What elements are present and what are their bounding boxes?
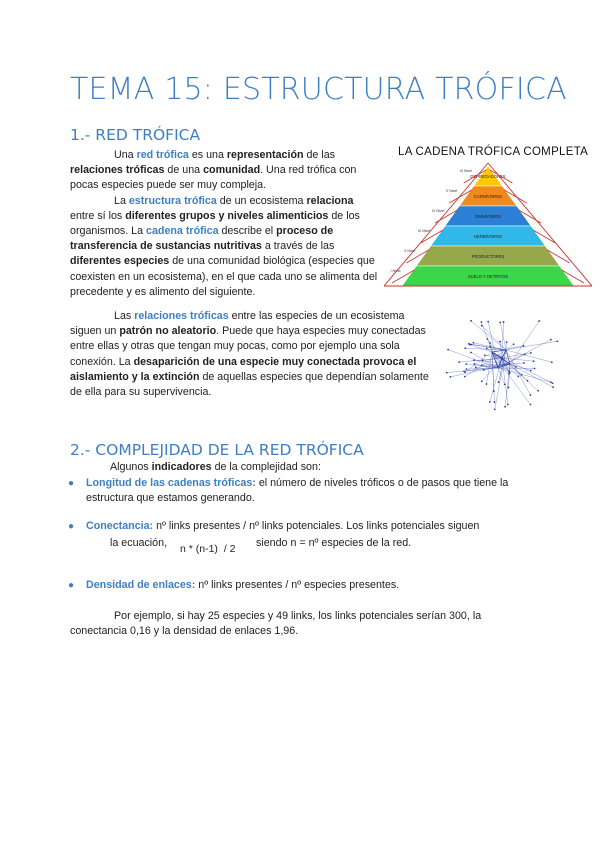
section-1-text <box>70 148 378 300</box>
text-run: de la complejidad son: <box>211 461 321 473</box>
network-edge <box>492 352 553 383</box>
network-node <box>494 408 496 410</box>
network-node <box>530 404 532 406</box>
network-node <box>464 347 466 349</box>
pyramid-level-label: CARNÍVOROS <box>473 194 503 199</box>
network-edge <box>448 350 498 368</box>
network-node <box>470 320 472 322</box>
pyramid-level-tag: V Nivel <box>445 189 458 193</box>
text-run: Una <box>114 149 137 161</box>
list-item-conectancia <box>68 519 526 534</box>
text-run: desaparición de una especie muy conectada provoca el aislamiento y la extinción <box>70 355 417 383</box>
network-node <box>556 340 558 342</box>
text-run: de las <box>303 149 335 161</box>
text-run: de los organismos. La <box>70 209 360 238</box>
text-run: Algunos <box>110 461 152 473</box>
food-web-network-figure <box>440 312 562 410</box>
text-run: Conectancia: <box>86 520 154 532</box>
network-node <box>470 352 472 354</box>
pyramid-level-label: SUELO Y DETRITOS <box>467 274 509 279</box>
network-node <box>507 404 509 406</box>
network-node <box>486 347 488 349</box>
network-node <box>552 382 554 384</box>
network-edge <box>506 342 507 350</box>
list-item-text <box>86 579 399 591</box>
network-node <box>537 390 539 392</box>
pyramid-level-label: PRODUCTORES <box>471 254 505 259</box>
pyramid-level-label: HERBÍVOROS <box>474 234 502 239</box>
text-run: de un ecosistema <box>216 194 307 207</box>
network-edge <box>502 322 504 358</box>
network-node <box>527 380 529 382</box>
text-run: . Puede que haya especies muy conectadas entre ellas y otras que tengan muy pocas, como por ejemplo una sola conexión. La <box>70 325 426 368</box>
text-run: comunidad <box>203 164 261 177</box>
list-item-densidad <box>68 578 526 593</box>
text-run: relaciona <box>306 194 354 207</box>
network-node <box>508 387 510 389</box>
network-node <box>489 401 491 403</box>
example-text: Por ejemplo, si hay 25 especies y 49 links, los links potenciales serían 300, la conectancia 0,16 y la densidad de enlaces 1,96. <box>70 610 482 638</box>
network-node <box>483 369 485 371</box>
network-node <box>508 371 510 373</box>
text-run: a través de las <box>261 240 335 253</box>
network-node <box>465 363 467 365</box>
network-edge <box>498 368 551 382</box>
section-2-heading: 2.- COMPLEJIDAD DE LA RED TRÓFICA <box>70 441 364 459</box>
text-run: red trófica <box>136 149 189 161</box>
text-run: nº links presentes / nº especies presentes. <box>195 579 400 591</box>
text-run: describe el <box>218 225 277 238</box>
network-edge <box>447 368 498 373</box>
text-run: de una <box>164 164 204 177</box>
network-node <box>552 386 554 388</box>
text-run: patrón no aleatorio <box>119 325 217 338</box>
pyramid-level-tag: VI Nivel <box>459 169 473 173</box>
network-node <box>499 321 501 323</box>
trophic-pyramid-figure <box>384 160 592 294</box>
bullet-icon: ● <box>68 580 75 591</box>
network-node <box>506 341 508 343</box>
network-node <box>493 390 495 392</box>
network-node <box>530 394 532 396</box>
network-node <box>466 368 468 370</box>
text-run: diferentes grupos y niveles alimenticios <box>125 209 329 222</box>
network-node <box>538 320 540 322</box>
network-node <box>464 376 466 378</box>
section-1-heading: 1.- RED TRÓFICA <box>70 126 201 144</box>
network-node <box>449 376 451 378</box>
bullet-icon: ● <box>68 521 75 532</box>
example-paragraph <box>70 609 510 639</box>
text-run: diferentes especies <box>70 255 170 268</box>
text-run: Densidad de enlaces: <box>86 579 196 591</box>
text-run: relaciones tróficas <box>70 164 165 177</box>
equation-tail: siendo n = nº especies de la red. <box>256 537 412 549</box>
text-run: nº links presentes / nº links potenciales. Los links potenciales siguen <box>153 520 480 532</box>
network-node <box>515 366 517 368</box>
text-run: entre sí los <box>70 209 126 222</box>
text-run: cadena trófica <box>146 225 219 238</box>
pyramid-level-label: DEPREDADORES <box>470 174 506 179</box>
network-node <box>523 362 525 364</box>
network-node <box>480 321 482 323</box>
text-run: relaciones tróficas <box>134 310 229 322</box>
network-node <box>464 371 466 373</box>
list-item-longitud <box>68 476 526 506</box>
network-edge <box>510 363 524 364</box>
network-node <box>551 361 553 363</box>
page-title: TEMA 15: ESTRUCTURA TRÓFICA <box>70 72 567 107</box>
network-node <box>499 341 501 343</box>
paragraph-estructura-trofica <box>70 194 378 300</box>
network-node <box>533 360 535 362</box>
network-node <box>534 368 536 370</box>
equation-formula: n * (n-1) / 2 <box>180 543 236 555</box>
network-node <box>550 339 552 341</box>
text-run: proceso de transferencia de sustancias nutritivas <box>70 225 334 253</box>
pyramid-level-tag: III Nivel <box>418 229 431 233</box>
text-run: es una <box>188 149 227 161</box>
network-node <box>530 352 532 354</box>
equation-lead: la ecuación, <box>110 537 168 549</box>
indicators-intro <box>110 460 530 475</box>
network-node <box>447 349 449 351</box>
network-edge <box>510 364 528 381</box>
text-run: La <box>114 194 129 207</box>
pyramid-level-tag: II Nivel <box>404 249 416 253</box>
text-run: entre las especies de un ecosistema siguen un <box>70 310 405 338</box>
list-item-text <box>86 520 479 532</box>
paragraph-red-trofica <box>70 148 378 194</box>
network-node <box>487 321 489 323</box>
text-run: de una comunidad biológica (especies que coexisten en un ecosistema), en el que cada uno se alimenta del precedente y es alimento del siguiente. <box>70 255 378 298</box>
network-node <box>517 376 519 378</box>
network-node <box>446 372 448 374</box>
network-node <box>530 370 532 372</box>
text-run: de aquellas especies que dependían solamente de ella para su supervivencia. <box>70 370 429 399</box>
network-node <box>486 383 488 385</box>
text-run: estructura trófica <box>128 194 217 207</box>
text-run: Las <box>114 310 135 322</box>
network-node <box>504 406 506 408</box>
network-node <box>481 380 483 382</box>
pyramid-title: LA CADENA TRÓFICA COMPLETA <box>398 146 589 158</box>
section-1-text-2 <box>70 309 430 400</box>
pyramid-level-label: OMNÍVOROS <box>474 214 502 219</box>
pyramid-level-tag: I Nivel <box>390 269 401 273</box>
network-node <box>482 360 484 362</box>
text-run: . Una red trófica con pocas especies puede ser muy compleja. <box>70 164 357 192</box>
network-node <box>473 342 475 344</box>
text-run: Longitud de las cadenas tróficas: <box>86 477 256 489</box>
pyramid-level-tag: IV Nivel <box>432 209 445 213</box>
network-node <box>494 401 496 403</box>
network-edge <box>498 340 551 368</box>
network-node <box>523 345 525 347</box>
network-node <box>504 383 506 385</box>
network-node <box>458 361 460 363</box>
text-run: el número de niveles tróficos o de pasos que tiene la estructura que estamos generando. <box>86 477 509 505</box>
network-node <box>468 343 470 345</box>
bullet-icon: ● <box>68 478 75 489</box>
network-node <box>498 381 500 383</box>
list-item-text <box>86 477 508 504</box>
network-node <box>475 367 477 369</box>
network-node <box>513 343 515 345</box>
network-node <box>503 321 505 323</box>
network-node <box>484 354 486 356</box>
paragraph-relaciones-troficas <box>70 309 430 400</box>
text-run: representación <box>226 149 304 161</box>
text-run: indicadores <box>151 461 212 473</box>
